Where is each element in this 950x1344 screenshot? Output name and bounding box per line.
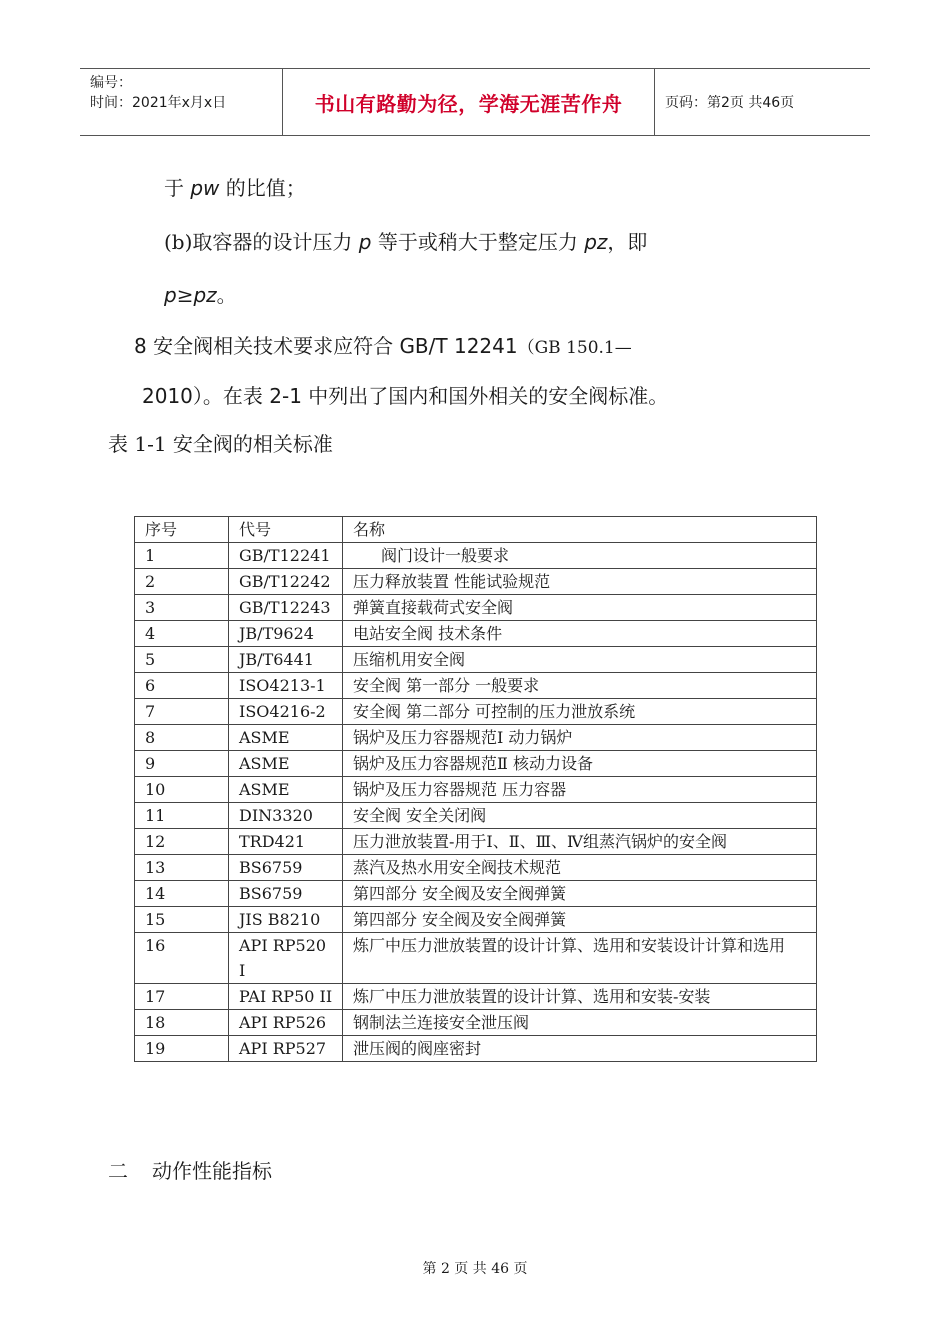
table-row (135, 699, 817, 725)
table-row (135, 829, 817, 855)
cell-name: 锅炉及压力容器规范Ⅰ 动力锅炉 (343, 725, 817, 751)
table-row (135, 984, 817, 1010)
header-name: 名称 (343, 517, 817, 543)
variable-p: p (358, 230, 372, 254)
cell-index: 1 (135, 543, 229, 569)
table-header-row (135, 517, 817, 543)
cell-index: 15 (135, 907, 229, 933)
cell-code: PAI RP50 II (229, 984, 343, 1010)
cell-name: 安全阀 第一部分 一般要求 (343, 673, 817, 699)
table-row (135, 751, 817, 777)
cell-index: 6 (135, 673, 229, 699)
cell-name: 钢制法兰连接安全泄压阀 (343, 1010, 817, 1036)
cell-index: 5 (135, 647, 229, 673)
table-row (135, 1036, 817, 1062)
header-left-cell (80, 69, 283, 135)
cell-name: 锅炉及压力容器规范Ⅱ 核动力设备 (343, 751, 817, 777)
cell-code: GB/T12241 (229, 543, 343, 569)
cell-code: JIS B8210 (229, 907, 343, 933)
table-row (135, 907, 817, 933)
standards-table (134, 516, 817, 1062)
header-motto: 书山有路勤为径，学海无涯苦作舟 (283, 69, 655, 135)
text-span: 2010）。在表 2-1 中列出了国内和国外相关的安全阀标准。 (142, 384, 669, 408)
table-row (135, 933, 817, 984)
cell-index: 9 (135, 751, 229, 777)
text-span: 等于或稍大于整定压力 (371, 230, 585, 254)
cell-name: 弹簧直接载荷式安全阀 (343, 595, 817, 621)
cell-index: 13 (135, 855, 229, 881)
cell-index: 12 (135, 829, 229, 855)
cell-name: 安全阀 第二部分 可控制的压力泄放系统 (343, 699, 817, 725)
header-index: 序号 (135, 517, 229, 543)
cell-name: 泄压阀的阀座密封 (343, 1036, 817, 1062)
cell-name: 炼厂中压力泄放装置的设计计算、选用和安装-安装 (343, 984, 817, 1010)
cell-name: 安全阀 安全关闭阀 (343, 803, 817, 829)
cell-index: 18 (135, 1010, 229, 1036)
cell-index: 7 (135, 699, 229, 725)
table-row (135, 647, 817, 673)
text-span: (b)取容器的设计压力 (164, 230, 359, 254)
text-span: 的比值； (219, 176, 306, 200)
cell-name: 压缩机用安全阀 (343, 647, 817, 673)
text-span: 于 (164, 176, 191, 200)
cell-index: 8 (135, 725, 229, 751)
cell-name: 蒸汽及热水用安全阀技术规范 (343, 855, 817, 881)
cell-code: TRD421 (229, 829, 343, 855)
table-caption: 表 1-1 安全阀的相关标准 (108, 432, 333, 456)
table-row (135, 855, 817, 881)
header-page-info: 页码：第2页 共46页 (665, 95, 795, 111)
symbol-geq: ≥ (176, 283, 194, 307)
cell-code: JB/T9624 (229, 621, 343, 647)
text-span: ，即 (607, 230, 648, 254)
cell-index: 4 (135, 621, 229, 647)
cell-index: 19 (135, 1036, 229, 1062)
body-line-4 (134, 330, 632, 359)
cell-index: 17 (135, 984, 229, 1010)
page-footer: 第 2 页 共 46 页 (422, 1261, 528, 1277)
cell-name: 压力泄放装置-用于Ⅰ、Ⅱ、Ⅲ、Ⅳ组蒸汽锅炉的安全阀 (343, 829, 817, 855)
cell-code: API RP520 I (229, 933, 343, 984)
table-row (135, 725, 817, 751)
cell-code: DIN3320 (229, 803, 343, 829)
cell-index: 10 (135, 777, 229, 803)
variable-p: p (164, 283, 177, 307)
cell-code: ASME (229, 751, 343, 777)
cell-name: 压力释放装置 性能试验规范 (343, 569, 817, 595)
cell-name: 炼厂中压力泄放装置的设计计算、选用和安装设计计算和选用 (343, 933, 817, 984)
table-row (135, 881, 817, 907)
variable-pz: pz (193, 283, 217, 307)
body-line-3 (164, 279, 237, 308)
table-row (135, 543, 817, 569)
text-span: 8 安全阀相关技术要求应符合 GB/T 12241 (134, 334, 518, 358)
cell-code: API RP527 (229, 1036, 343, 1062)
variable-pz: pz (584, 230, 608, 254)
page-header (80, 68, 870, 136)
cell-code: ISO4216-2 (229, 699, 343, 725)
table-row (135, 1010, 817, 1036)
cell-index: 14 (135, 881, 229, 907)
cell-index: 3 (135, 595, 229, 621)
variable-pw: pw (190, 176, 220, 200)
cell-code: GB/T12243 (229, 595, 343, 621)
header-code: 代号 (229, 517, 343, 543)
section-number: 二 (108, 1159, 128, 1183)
table-row (135, 569, 817, 595)
table-row (135, 673, 817, 699)
cell-index: 16 (135, 933, 229, 984)
table-row (135, 803, 817, 829)
section-title: 动作性能指标 (152, 1159, 272, 1183)
table-row (135, 777, 817, 803)
cell-code: API RP526 (229, 1010, 343, 1036)
cell-index: 11 (135, 803, 229, 829)
table-row (135, 595, 817, 621)
cell-code: ASME (229, 725, 343, 751)
body-line-2 (164, 226, 647, 255)
cell-code: ISO4213-1 (229, 673, 343, 699)
cell-code: BS6759 (229, 855, 343, 881)
section-heading (108, 1155, 272, 1184)
cell-code: BS6759 (229, 881, 343, 907)
cell-name: 第四部分 安全阀及安全阀弹簧 (343, 881, 817, 907)
table-row (135, 621, 817, 647)
body-line-1 (164, 172, 306, 201)
cell-code: ASME (229, 777, 343, 803)
cell-code: GB/T12242 (229, 569, 343, 595)
text-span: 。 (216, 283, 237, 307)
cell-name: 电站安全阀 技术条件 (343, 621, 817, 647)
serial-label: 编号： (90, 75, 132, 91)
cell-code: JB/T6441 (229, 647, 343, 673)
cell-index: 2 (135, 569, 229, 595)
cell-name: 阀门设计一般要求 (343, 543, 817, 569)
date-line: 时间：2021年x月x日 (90, 95, 227, 111)
text-span: （GB 150.1— (517, 338, 632, 358)
cell-name: 第四部分 安全阀及安全阀弹簧 (343, 907, 817, 933)
cell-name: 锅炉及压力容器规范 压力容器 (343, 777, 817, 803)
body-line-5 (142, 380, 668, 409)
